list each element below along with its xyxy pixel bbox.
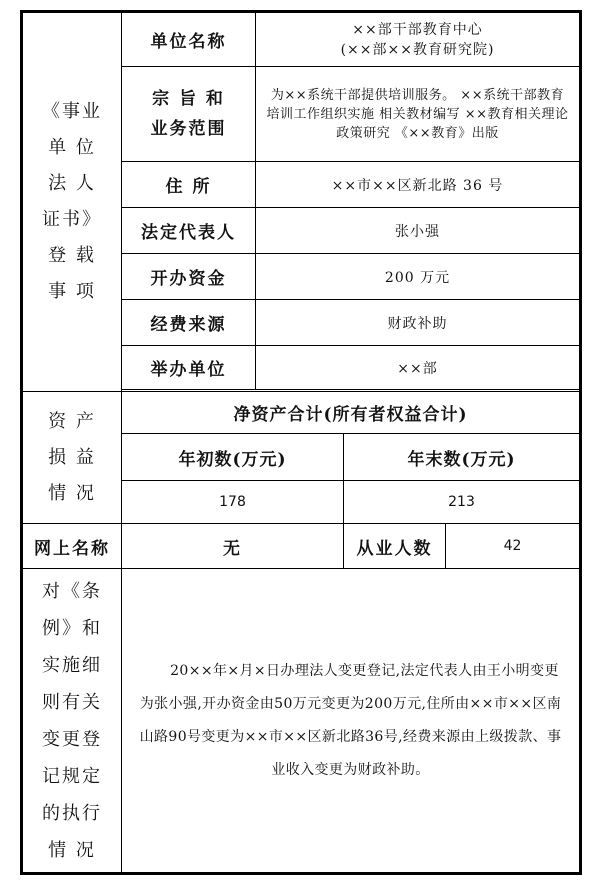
section-line: 法 人 (48, 173, 96, 194)
registration-form (20, 10, 582, 875)
sponsor-value: ××部 (256, 346, 581, 390)
end-year-value: 213 (344, 481, 581, 524)
section-line: 损 益 (48, 446, 96, 468)
legal-rep-value: 张小强 (256, 208, 581, 254)
unit-name-line: ××部干部教育中心 (352, 21, 483, 38)
funding-value: 财政补助 (256, 300, 581, 346)
purpose-label-line: 业务范围 (150, 119, 227, 139)
purpose-value: 为××系统干部提供培训服务。 ××系统干部教育培训工作组织实施 相关教材编写 ××教育相关理论政策研究 《××教育》出版 (256, 67, 581, 162)
section-line: 变更登 (42, 728, 102, 750)
section-assets-label (22, 392, 122, 524)
unit-name-line: (××部××教育研究院) (340, 41, 495, 58)
funding-label: 经费来源 (122, 300, 256, 346)
unit-name-label: 单位名称 (122, 12, 256, 67)
section-line: 的执行 (42, 802, 102, 824)
section-execution-label (22, 569, 122, 874)
begin-year-value: 178 (122, 481, 344, 524)
staff-label: 从业人数 (344, 524, 446, 569)
end-year-label: 年末数(万元) (344, 434, 581, 481)
section-line: 则有关 (42, 691, 102, 713)
section-line: 单 位 (48, 137, 96, 158)
section-line: 情 况 (48, 839, 96, 861)
section-line: 例》和 (42, 617, 102, 639)
section-line: 资 产 (48, 410, 96, 432)
legal-rep-label: 法定代表人 (122, 208, 256, 254)
section-line: 证书》 (42, 209, 102, 230)
section-registration-label (22, 12, 122, 392)
address-value: ××市××区新北路 36 号 (256, 162, 581, 208)
purpose-label (122, 67, 256, 162)
capital-label: 开办资金 (122, 254, 256, 300)
begin-year-label: 年初数(万元) (122, 434, 344, 481)
section-line: 记规定 (42, 765, 102, 787)
section-line: 对《条 (42, 580, 102, 602)
section-line: 事 项 (48, 281, 96, 302)
web-name-value: 无 (122, 524, 344, 569)
sponsor-label: 举办单位 (122, 346, 256, 390)
section-line: 情 况 (48, 482, 96, 504)
section-line: 《事业 (42, 101, 102, 122)
unit-name-value (256, 12, 581, 67)
address-label: 住 所 (122, 162, 256, 208)
change-execution-text: 20××年×月×日办理法人变更登记,法定代表人由王小明变更为张小强,开办资金由50万元变更为200万元,住所由××市××区南山路90号变更为××市××区新北路36号,经费来源由上级拨款、事业收入变更为财政补助。 (122, 569, 581, 874)
purpose-label-line: 宗 旨 和 (152, 89, 225, 109)
section-line: 实施细 (42, 654, 102, 676)
net-assets-header: 净资产合计(所有者权益合计) (122, 392, 581, 434)
staff-value: 42 (446, 524, 581, 569)
web-name-label: 网上名称 (22, 524, 122, 569)
capital-value: 200 万元 (256, 254, 581, 300)
section-line: 登 载 (48, 245, 96, 266)
